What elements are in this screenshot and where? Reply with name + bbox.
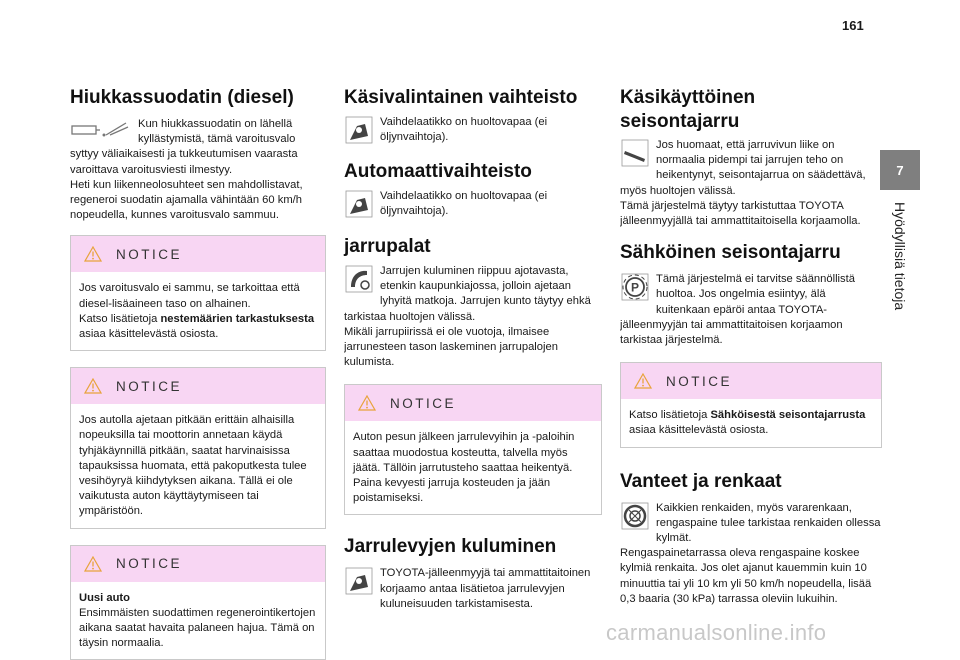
wheels-tyres-heading: Vanteet ja renkaat [620,470,782,492]
chapter-title: Hyödyllisiä tietoja [892,202,908,311]
warning-triangle-icon [634,373,652,389]
warning-triangle-icon [84,556,102,572]
notice-box-3: NOTICE Uusi auto Ensimmäisten suodattimen regenerointikertojen aikana saatat havaita palaneen hajua. Tämä on täysin normaalia. [70,545,326,660]
notice-box-epb: NOTICE Katso lisätietoja Sähköisestä seisontajarrusta asiaa käsittelevästä osiosta. [620,362,882,447]
gearbox-icon [344,189,374,219]
notice-box-1: NOTICE Jos varoitusvalo ei sammu, se tarkoittaa että diesel-lisäaineen taso on alhainen. Katso lisätietoja nestemäärien tarkastuksesta asiaa käsittelevästä osiosta. [70,235,326,351]
chapter-number: 7 [880,150,920,190]
notice-text: Jos autolla ajetaan pitkään erittäin alhaisilla nopeuksilla tai moottorin annetaan käydä tyhjäkäynnillä pitkään, saatat harvinaisissa tapauksissa huomata, että pakoputkesta tulee vesihöyryä kiihdytyksen aikana. Tällä ei ole vaikutusta auton käyttäytymiseen tai ympäristöön. [79,414,307,518]
notice-label: NOTICE [666,373,733,389]
svg-text:P: P [630,280,640,295]
brake-disc-icon [344,566,374,596]
brake-pads-heading: jarrupalat [344,236,431,257]
parking-p-icon [620,272,650,302]
notice-label: NOTICE [116,246,183,262]
notice-box-2 [70,367,326,528]
watermark: carmanualsonline.info [606,620,827,645]
electric-parking-brake-heading: Sähköinen seisontajarru [620,242,841,264]
tyre-icon [620,501,650,531]
gearbox-icon [344,115,374,145]
column-3: Käsikäyttöinen seisontajarru Jos huomaat, että jarruvivun liike on normaalia pidempi tai jarrujen teho on heikentynyt, seisontajarrua on säädettävä, myös huoltojen välissä. Tämä järjestelmä täytyy tarkistuttaa TOYOTA jälleenmyyjällä tai ammattitaitoisella korjaamolla. Sähköinen seisontajarru P Tämä järjestelmä ei tarvitse säännöllistä huoltoa. Jos ongelmia esiintyy, älä kuitenkaan epäröi antaa TOYOTA-jälleenmyyjän tai ammattitaitoisen korjaamon tarkistaa järjestelmä. NOTICE Katso lisätietoja Sähköisestä seisontajarrusta asiaa käsittelevästä osiosta. Vanteet ja renkaat Kaikkien renkaiden, myös vararenkaan, rengaspaine tulee tarkistaa renkaiden ollessa kylmät. Rengaspainetarrassa oleva rengaspaine koskee kylmiä renkaita. Jos olet ajanut kauemmin kuin 10 minuuttia tai yli 10 km yli 50 km/h nopeudella, lisää 0,3 baaria (30 kPa) tarrassa oleviin lukuihin. [620,87,881,605]
manual-gearbox-heading: Käsivalintainen vaihteisto [344,87,578,108]
notice-label: NOTICE [116,556,183,572]
warning-triangle-icon [84,246,102,262]
dpf-text: Kun hiukkassuodatin on lähellä kyllästymistä, tämä varoitusvalo syttyy väliaikaisesti ja tukkeutumisen vaarasta varoittava varoitusviesti ilmestyy. Heti kun liikenneolosuhteet sen mahdollistavat, regeneroi suodatin ajamalla vähintään 60 km/h nopeudella, kunnes varoitusvalo sammuu. [70,118,303,222]
notice-box-brakes: NOTICE Auton pesun jälkeen jarrulevyihin ja -paloihin saattaa muodostua kosteutta, talvella myös jäätä. Tällöin jarrutusteho saattaa heikentyä. Paina kevyesti jarruja kosteuden ja jään poistamiseksi. [344,384,602,515]
chapter-tab [880,150,920,460]
warning-triangle-icon [358,395,376,411]
brake-discs-heading: Jarrulevyjen kuluminen [344,536,557,558]
brake-pad-icon [344,264,374,294]
column-1 [70,82,326,660]
notice-label: NOTICE [390,395,457,411]
warning-triangle-icon [84,378,102,394]
automatic-gearbox-heading: Automaattivaihteisto [344,161,532,182]
page-number: 161 [842,18,864,33]
column-2: Käsivalintainen vaihteisto Vaihdelaatikko on huoltovapaa (ei öljynvaihtoja). Automaattivaihteisto Vaihdelaatikko on huoltovapaa (ei öljynvaihtoja). jarrupalat Jarrujen kuluminen riippuu ajotavasta, etenkin kaupunkiajossa, jolloin ajetaan lyhyitä matkoja. Jarrujen kunto täytyy ehkä tarkistaa huoltojen välissä. Mikäli jarrupiirissä ei ole vuotoja, ilmaisee jarrunesteen tason laskeminen jarrupalojen kulumista. NOTICE Auton pesun jälkeen jarrulevyihin ja -paloihin saattaa muodostua kosteutta, talvella myös jäätä. Tällöin jarrutusteho saattaa heikentyä. Paina kevyesti jarruja kosteuden ja jään poistamiseksi. Jarrulevyjen kuluminen TOYOTA-jälleenmyyjä tai ammattitaitoinen korjaamo antaa lisätietoa jarrulevyjen kuluneisuuden tarkistamisesta. [344,82,602,612]
handbrake-icon [620,138,650,168]
notice-label: NOTICE [116,378,183,394]
dpf-warning-icon [70,117,132,143]
new-car-title: Uusi auto [79,591,130,604]
parking-brake-heading: Käsikäyttöinen seisontajarru [620,87,756,132]
dpf-heading: Hiukkassuodatin (diesel) [70,87,294,108]
